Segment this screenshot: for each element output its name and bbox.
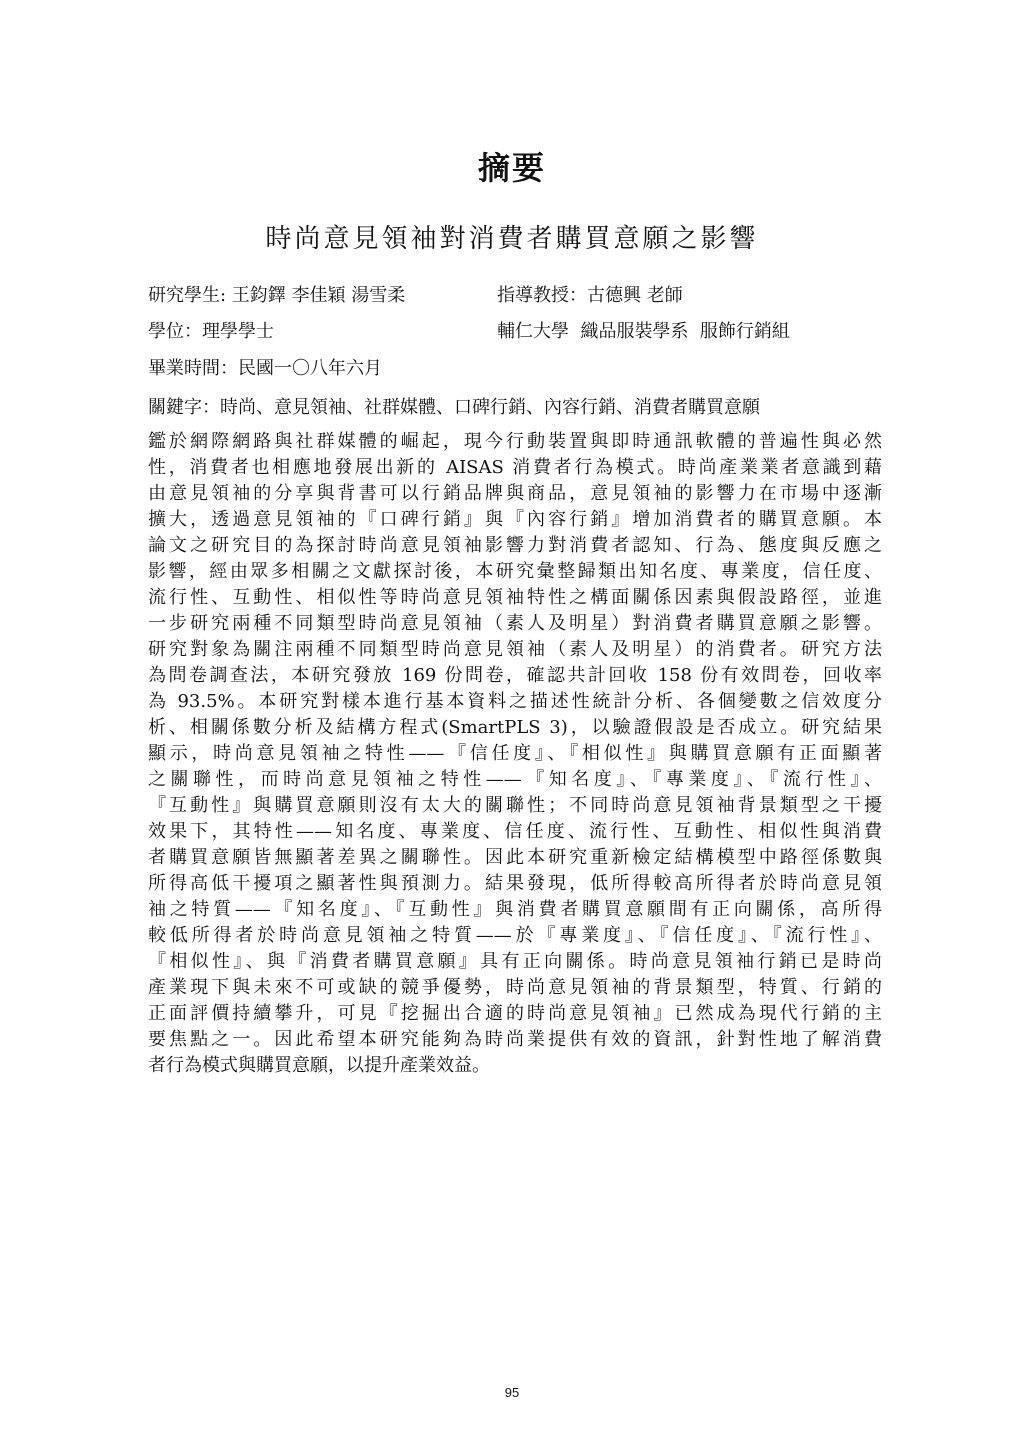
page-number: 95 (504, 1385, 520, 1400)
abstract-line: 者行為模式與購買意願，以提升產業效益。 (148, 1055, 490, 1076)
abstract-line: 『相似性』、與『消費者購買意願』具有正向關係。時尚意見領袖行銷已是時尚 (148, 951, 882, 972)
abstract-line: 正面評價持續攀升，可見『挖掘出合適的時尚意見領袖』已然成為現代行銷的主 (148, 1003, 882, 1024)
abstract-line: 擴大，透過意見領袖的『口碑行銷』與『內容行銷』增加消費者的購買意願。本 (148, 509, 882, 530)
abstract-line: 者購買意願皆無顯著差異之關聯性。因此本研究重新檢定結構模型中路徑係數與 (148, 847, 882, 868)
abstract-line: 為問卷調查法，本研究發放 169 份問卷，確認共計回收 158 份有效問卷，回收率 (148, 665, 882, 686)
abstract-line: 析、相關係數分析及結構方程式(SmartPLS 3)，以驗證假設是否成立。研究結果 (148, 717, 882, 738)
students-line: 研究學生: 王鈞鐸 李佳穎 湯雪柔 (148, 285, 406, 306)
abstract-line: 一步研究兩種不同類型時尚意見領袖（素人及明星）對消費者購買意願之影響。 (148, 613, 882, 634)
abstract-body (148, 429, 882, 1079)
abstract-line: 效果下，其特性——知名度、專業度、信任度、流行性、互動性、相似性與消費 (148, 821, 882, 842)
advisor-line: 指導教授：古德興 老師 (497, 285, 683, 306)
abstract-heading: 摘要 (477, 149, 546, 187)
abstract-line: 之關聯性，而時尚意見領袖之特性——『知名度』、『專業度』、『流行性』、 (148, 769, 882, 790)
degree-line: 學位：理學學士 (148, 321, 274, 342)
abstract-line: 『互動性』與購買意願則沒有太大的關聯性；不同時尚意見領袖背景類型之干擾 (148, 795, 882, 816)
abstract-line: 為 93.5%。本研究對樣本進行基本資料之描述性統計分析、各個變數之信效度分 (148, 691, 882, 712)
abstract-line: 顯示，時尚意見領袖之特性——『信任度』、『相似性』與購買意願有正面顯著 (148, 743, 882, 764)
abstract-line: 袖之特質——『知名度』、『互動性』與消費者購買意願間有正向關係，高所得 (148, 899, 882, 920)
abstract-line: 論文之研究目的為探討時尚意見領袖影響力對消費者認知、行為、態度與反應之 (148, 535, 882, 556)
abstract-line: 產業現下與未來不可或缺的競爭優勢，時尚意見領袖的背景類型，特質、行銷的 (148, 977, 882, 998)
abstract-line: 由意見領袖的分享與背書可以行銷品牌與商品，意見領袖的影響力在市場中逐漸 (148, 483, 882, 504)
abstract-line: 鑑於網際網路與社群媒體的崛起，現今行動裝置與即時通訊軟體的普遍性與必然 (148, 431, 882, 452)
abstract-line: 研究對象為關注兩種不同類型時尚意見領袖（素人及明星）的消費者。研究方法 (148, 639, 882, 660)
abstract-line: 流行性、互動性、相似性等時尚意見領袖特性之構面關係因素與假設路徑，並進 (148, 587, 882, 608)
abstract-line: 較低所得者於時尚意見領袖之特質——於『專業度』、『信任度』、『流行性』、 (148, 925, 882, 946)
keywords-line: 關鍵字：時尚、意見領袖、社群媒體、口碑行銷、內容行銷、消費者購買意願 (148, 397, 760, 418)
department-line: 輔仁大學 織品服裝學系 服飾行銷組 (497, 321, 790, 342)
abstract-line: 性，消費者也相應地發展出新的 AISAS 消費者行為模式。時尚產業業者意識到藉 (148, 457, 882, 478)
abstract-line: 影響，經由眾多相關之文獻探討後，本研究彙整歸類出知名度、專業度，信任度、 (148, 561, 882, 582)
abstract-line: 所得高低干擾項之顯著性與預測力。結果發現，低所得較高所得者於時尚意見領 (148, 873, 882, 894)
abstract-line: 要焦點之一。因此希望本研究能夠為時尚業提供有效的資訊，針對性地了解消費 (148, 1029, 882, 1050)
graduation-line: 畢業時間：民國一〇八年六月 (148, 358, 382, 379)
thesis-title: 時尚意見領袖對消費者購買意願之影響 (265, 224, 759, 254)
